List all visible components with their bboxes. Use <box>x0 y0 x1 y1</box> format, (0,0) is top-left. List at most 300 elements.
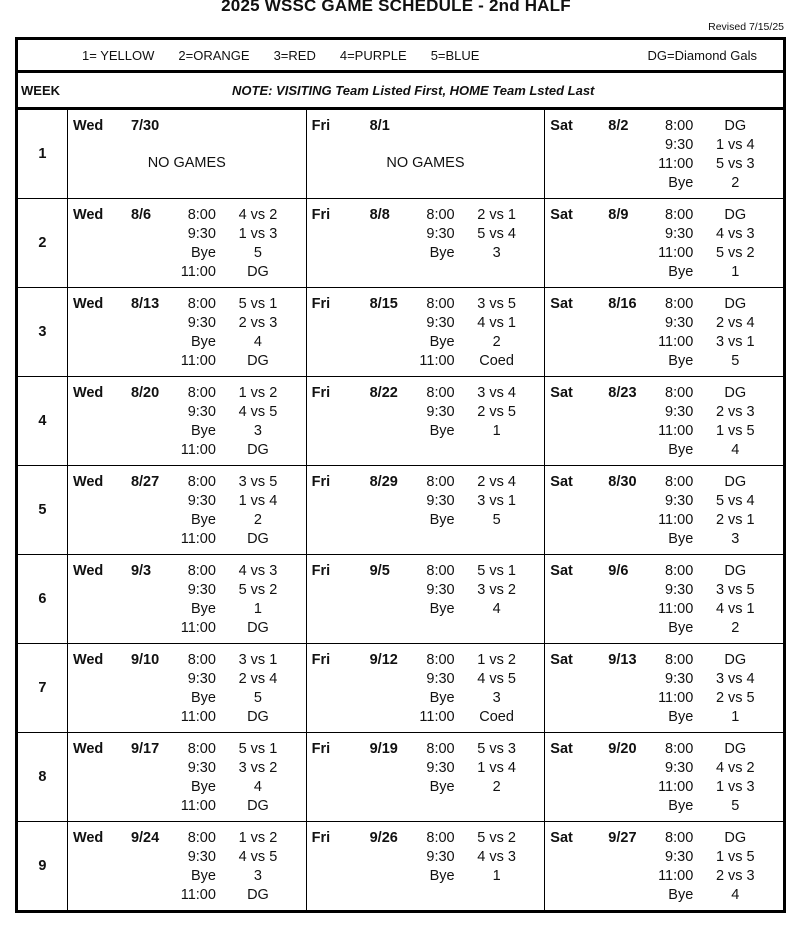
revised-date: Revised 7/15/25 <box>708 21 784 33</box>
game-matchup: 1 vs 4 <box>715 137 755 153</box>
game-entry <box>635 315 777 334</box>
game-matchup: 3 <box>492 690 501 706</box>
day-label: Sat <box>550 207 573 223</box>
game-time: Bye <box>190 512 216 528</box>
game-entry <box>158 493 300 512</box>
game-entry <box>158 868 300 887</box>
game-matchup: 3 vs 5 <box>238 474 278 490</box>
game-entry <box>158 404 300 423</box>
game-time: Bye <box>668 887 694 903</box>
legend-dg: DG=Diamond Gals <box>647 47 757 63</box>
game-time: 11:00 <box>658 156 694 172</box>
games-list <box>397 652 539 728</box>
day-cell <box>306 377 545 466</box>
day-label: Fri <box>311 652 331 668</box>
day-cell <box>67 466 306 555</box>
game-entry <box>635 779 777 798</box>
day-date: 8/15 <box>369 296 398 312</box>
week-row <box>17 109 785 199</box>
game-entry <box>397 493 539 512</box>
game-matchup: 5 vs 1 <box>238 741 278 757</box>
game-entry <box>635 264 777 283</box>
game-matchup: DG <box>247 620 269 636</box>
legend-item: 3=RED <box>273 47 316 63</box>
game-entry <box>158 264 300 283</box>
game-entry <box>158 315 300 334</box>
game-entry <box>397 563 539 582</box>
game-matchup: 5 <box>731 798 740 814</box>
game-entry <box>635 207 777 226</box>
game-time: 8:00 <box>426 474 455 490</box>
game-matchup: 3 <box>731 531 740 547</box>
game-time: 11:00 <box>180 709 216 725</box>
day-cell <box>545 555 785 644</box>
game-time: Bye <box>190 601 216 617</box>
week-row <box>17 555 785 644</box>
day-label: Fri <box>311 118 331 134</box>
game-entry <box>158 849 300 868</box>
game-matchup: DG <box>724 741 747 757</box>
day-date: 9/6 <box>608 563 629 579</box>
game-entry <box>635 385 777 404</box>
day-date: 9/13 <box>608 652 637 668</box>
game-entry <box>158 741 300 760</box>
game-entry <box>397 404 539 423</box>
game-time: 9:30 <box>426 849 455 865</box>
game-time: 11:00 <box>658 601 694 617</box>
game-entry <box>158 423 300 442</box>
game-entry <box>635 563 777 582</box>
game-entry <box>397 334 539 353</box>
game-time: 9:30 <box>665 760 694 776</box>
game-matchup: 3 vs 5 <box>715 582 755 598</box>
game-matchup: 3 vs 1 <box>238 652 278 668</box>
game-time: 9:30 <box>665 404 694 420</box>
team-legend <box>18 48 503 63</box>
games-list <box>635 741 777 817</box>
game-matchup: 4 vs 3 <box>238 563 278 579</box>
week-row <box>17 466 785 555</box>
game-entry <box>397 709 539 728</box>
day-cell <box>545 109 785 199</box>
day-cell <box>67 555 306 644</box>
game-matchup: DG <box>724 118 747 134</box>
week-row <box>17 644 785 733</box>
game-matchup: 4 <box>253 779 262 795</box>
day-cell <box>306 288 545 377</box>
game-entry <box>158 296 300 315</box>
game-time: 9:30 <box>426 404 455 420</box>
day-label: Sat <box>550 385 573 401</box>
game-matchup: DG <box>724 296 747 312</box>
game-matchup: 2 vs 4 <box>715 315 755 331</box>
game-matchup: 4 <box>731 887 740 903</box>
day-date: 8/29 <box>369 474 398 490</box>
game-time: 8:00 <box>187 296 216 312</box>
game-entry <box>635 512 777 531</box>
games-list <box>635 385 777 461</box>
games-list <box>635 296 777 372</box>
day-cell <box>306 822 545 912</box>
game-time: Bye <box>429 868 455 884</box>
game-time: 8:00 <box>426 652 455 668</box>
game-entry <box>635 690 777 709</box>
game-matchup: 1 <box>492 868 501 884</box>
game-time: 11:00 <box>658 423 694 439</box>
game-time: 8:00 <box>665 830 694 846</box>
game-entry <box>158 798 300 817</box>
game-matchup: 1 <box>492 423 501 439</box>
game-entry <box>397 245 539 264</box>
game-entry <box>158 582 300 601</box>
day-date: 9/12 <box>369 652 398 668</box>
game-time: 9:30 <box>187 671 216 687</box>
game-entry <box>635 245 777 264</box>
game-entry <box>635 474 777 493</box>
game-matchup: DG <box>724 652 747 668</box>
day-label: Fri <box>311 563 331 579</box>
games-list <box>158 830 300 906</box>
game-matchup: 2 vs 3 <box>238 315 278 331</box>
game-time: Bye <box>429 690 455 706</box>
page-title: 2025 WSSC GAME SCHEDULE - 2nd HALF <box>221 0 571 15</box>
week-number: 1 <box>17 109 68 199</box>
week-number: 8 <box>17 733 68 822</box>
game-entry <box>397 296 539 315</box>
no-games-label: NO GAMES <box>386 155 465 171</box>
game-time: 8:00 <box>187 830 216 846</box>
game-matchup: 3 <box>253 868 262 884</box>
game-matchup: DG <box>724 830 747 846</box>
game-entry <box>397 207 539 226</box>
game-entry <box>397 671 539 690</box>
game-entry <box>158 245 300 264</box>
game-entry <box>635 620 777 639</box>
game-time: Bye <box>190 868 216 884</box>
game-matchup: 3 vs 1 <box>715 334 755 350</box>
game-matchup: 3 <box>492 245 501 261</box>
game-entry <box>158 512 300 531</box>
game-entry <box>158 226 300 245</box>
game-time: 8:00 <box>665 118 694 134</box>
games-list <box>397 385 539 442</box>
game-entry <box>635 582 777 601</box>
day-cell <box>67 109 306 199</box>
game-matchup: DG <box>247 709 269 725</box>
game-matchup: 5 vs 3 <box>715 156 755 172</box>
game-time: 8:00 <box>426 207 455 223</box>
game-time: 8:00 <box>426 385 455 401</box>
game-time: Bye <box>429 245 455 261</box>
game-matchup: 3 vs 1 <box>477 493 516 509</box>
game-matchup: 4 vs 2 <box>715 760 755 776</box>
week-number: 6 <box>17 555 68 644</box>
game-entry <box>635 404 777 423</box>
week-row <box>17 822 785 912</box>
game-entry <box>635 531 777 550</box>
game-entry <box>635 137 777 156</box>
game-matchup: 2 vs 5 <box>715 690 755 706</box>
game-time: 8:00 <box>426 296 455 312</box>
game-entry <box>397 868 539 887</box>
game-matchup: 2 <box>731 620 740 636</box>
day-date: 9/26 <box>369 830 398 846</box>
game-time: 8:00 <box>665 385 694 401</box>
game-entry <box>397 474 539 493</box>
day-date: 8/1 <box>369 118 390 134</box>
day-date: 8/8 <box>369 207 390 223</box>
game-entry <box>158 779 300 798</box>
week-number: 2 <box>17 199 68 288</box>
game-entry <box>397 760 539 779</box>
day-label: Wed <box>72 296 104 312</box>
game-matchup: DG <box>724 207 747 223</box>
game-entry <box>635 887 777 906</box>
game-entry <box>158 671 300 690</box>
day-date: 8/9 <box>608 207 629 223</box>
game-matchup: 5 vs 1 <box>477 563 516 579</box>
games-list <box>158 474 300 550</box>
week-number: 7 <box>17 644 68 733</box>
day-cell <box>306 644 545 733</box>
game-matchup: 4 <box>731 442 740 458</box>
games-list <box>158 741 300 817</box>
day-cell <box>306 466 545 555</box>
game-matchup: 3 vs 4 <box>477 385 516 401</box>
game-entry <box>635 334 777 353</box>
game-matchup: 2 vs 3 <box>715 404 755 420</box>
game-entry <box>158 620 300 639</box>
game-time: Bye <box>668 353 694 369</box>
day-date: 8/22 <box>369 385 398 401</box>
game-entry <box>397 423 539 442</box>
game-matchup: 1 vs 2 <box>238 385 278 401</box>
game-time: 9:30 <box>665 671 694 687</box>
game-time: 9:30 <box>665 315 694 331</box>
day-date: 8/27 <box>130 474 160 490</box>
games-list <box>635 207 777 283</box>
game-entry <box>635 175 777 194</box>
game-time: 11:00 <box>658 512 694 528</box>
game-entry <box>158 474 300 493</box>
week-header: WEEK <box>21 82 60 98</box>
game-time: 9:30 <box>426 760 455 776</box>
game-time: Bye <box>668 175 694 191</box>
color-legend-row <box>17 39 785 72</box>
game-entry <box>635 442 777 461</box>
day-cell <box>67 288 306 377</box>
games-list <box>397 563 539 620</box>
day-cell <box>306 555 545 644</box>
game-time: Bye <box>429 423 455 439</box>
game-entry <box>397 690 539 709</box>
game-matchup: 2 <box>492 334 501 350</box>
game-entry <box>397 315 539 334</box>
game-matchup: DG <box>247 442 269 458</box>
day-date: 9/3 <box>130 563 152 579</box>
day-cell <box>545 377 785 466</box>
game-time: 9:30 <box>426 671 455 687</box>
game-matchup: 4 vs 2 <box>238 207 278 223</box>
game-time: 11:00 <box>180 887 216 903</box>
week-row <box>17 199 785 288</box>
week-number: 5 <box>17 466 68 555</box>
game-time: Bye <box>668 264 694 280</box>
legend-item: 4=PURPLE <box>339 47 407 63</box>
game-entry <box>635 709 777 728</box>
game-matchup: 2 vs 4 <box>238 671 278 687</box>
day-date: 9/17 <box>130 741 160 757</box>
game-matchup: 4 vs 1 <box>715 601 755 617</box>
game-matchup: 2 <box>253 512 262 528</box>
game-matchup: 1 <box>253 601 262 617</box>
games-list <box>397 474 539 531</box>
game-matchup: 2 vs 1 <box>477 207 516 223</box>
game-time: 8:00 <box>187 207 216 223</box>
day-date: 8/16 <box>608 296 637 312</box>
day-cell <box>545 466 785 555</box>
legend-item: 1= YELLOW <box>82 47 155 63</box>
day-date: 9/19 <box>369 741 398 757</box>
game-time: 9:30 <box>187 760 216 776</box>
game-entry <box>397 849 539 868</box>
week-row <box>17 288 785 377</box>
game-matchup: 4 <box>492 601 501 617</box>
game-time: Bye <box>190 779 216 795</box>
game-time: 11:00 <box>419 353 455 369</box>
game-time: Bye <box>668 798 694 814</box>
day-label: Fri <box>311 296 331 312</box>
game-entry <box>158 887 300 906</box>
game-time: Bye <box>429 601 455 617</box>
game-matchup: 2 <box>731 175 740 191</box>
game-time: 11:00 <box>658 690 694 706</box>
game-matchup: DG <box>247 887 269 903</box>
game-matchup: 1 vs 2 <box>238 830 278 846</box>
game-time: 9:30 <box>187 404 216 420</box>
game-time: 9:30 <box>187 582 216 598</box>
game-matchup: 5 vs 4 <box>477 226 516 242</box>
day-cell <box>545 199 785 288</box>
games-list <box>397 296 539 372</box>
game-time: 8:00 <box>426 741 455 757</box>
game-entry <box>158 531 300 550</box>
game-entry <box>397 741 539 760</box>
game-entry <box>635 353 777 372</box>
game-matchup: DG <box>247 798 269 814</box>
game-time: 9:30 <box>187 849 216 865</box>
game-time: Bye <box>190 690 216 706</box>
game-matchup: 4 vs 5 <box>238 404 278 420</box>
week-number: 3 <box>17 288 68 377</box>
day-label: Wed <box>72 830 104 846</box>
day-label: Fri <box>311 474 331 490</box>
game-time: 11:00 <box>180 264 216 280</box>
week-number: 4 <box>17 377 68 466</box>
day-cell <box>545 822 785 912</box>
games-list <box>635 474 777 550</box>
game-matchup: DG <box>247 531 269 547</box>
day-label: Wed <box>72 741 104 757</box>
game-matchup: 3 vs 5 <box>477 296 516 312</box>
day-label: Fri <box>311 385 331 401</box>
game-time: 11:00 <box>658 245 694 261</box>
game-time: 9:30 <box>426 315 455 331</box>
game-matchup: 4 vs 5 <box>238 849 278 865</box>
day-cell <box>545 733 785 822</box>
note-text: NOTE: VISITING Team Listed First, HOME Team Lsted Last <box>232 82 595 98</box>
game-entry <box>635 760 777 779</box>
game-entry <box>158 353 300 372</box>
game-time: 9:30 <box>187 226 216 242</box>
game-time: 11:00 <box>658 779 694 795</box>
game-matchup: 2 vs 5 <box>477 404 516 420</box>
game-entry <box>635 830 777 849</box>
game-time: 9:30 <box>665 137 694 153</box>
game-time: 8:00 <box>187 385 216 401</box>
game-time: 8:00 <box>426 830 455 846</box>
games-list <box>158 563 300 639</box>
game-matchup: 4 vs 5 <box>477 671 516 687</box>
game-entry <box>635 868 777 887</box>
day-label: Sat <box>550 296 573 312</box>
game-entry <box>635 493 777 512</box>
game-entry <box>635 741 777 760</box>
day-date: 8/20 <box>130 385 160 401</box>
game-entry <box>158 385 300 404</box>
game-matchup: 3 vs 2 <box>477 582 516 598</box>
game-time: 9:30 <box>187 493 216 509</box>
game-entry <box>635 601 777 620</box>
game-entry <box>635 652 777 671</box>
game-matchup: 4 <box>253 334 262 350</box>
game-time: Bye <box>668 709 694 725</box>
game-time: Bye <box>668 442 694 458</box>
day-cell <box>306 199 545 288</box>
game-time: 11:00 <box>419 709 455 725</box>
game-time: 9:30 <box>665 493 694 509</box>
game-matchup: 2 vs 3 <box>715 868 755 884</box>
game-matchup: 1 vs 2 <box>477 652 516 668</box>
game-entry <box>158 690 300 709</box>
game-matchup: 5 vs 4 <box>715 493 755 509</box>
game-matchup: 5 vs 2 <box>238 582 278 598</box>
game-entry <box>635 671 777 690</box>
games-list <box>158 296 300 372</box>
game-matchup: 4 vs 3 <box>477 849 516 865</box>
game-entry <box>397 385 539 404</box>
game-time: 11:00 <box>180 353 216 369</box>
day-cell <box>545 644 785 733</box>
day-label: Wed <box>72 474 104 490</box>
day-date: 8/6 <box>130 207 152 223</box>
game-time: 11:00 <box>658 868 694 884</box>
game-time: 11:00 <box>180 798 216 814</box>
game-matchup: DG <box>724 474 747 490</box>
day-label: Fri <box>311 741 331 757</box>
day-cell <box>67 644 306 733</box>
day-label: Sat <box>550 830 573 846</box>
game-entry <box>635 296 777 315</box>
no-games-label: NO GAMES <box>147 155 226 171</box>
game-entry <box>397 652 539 671</box>
game-time: 9:30 <box>426 493 455 509</box>
day-label: Sat <box>550 563 573 579</box>
game-matchup: 2 vs 1 <box>715 512 755 528</box>
games-list <box>158 207 300 283</box>
game-matchup: 1 vs 3 <box>238 226 278 242</box>
day-label: Wed <box>72 563 104 579</box>
